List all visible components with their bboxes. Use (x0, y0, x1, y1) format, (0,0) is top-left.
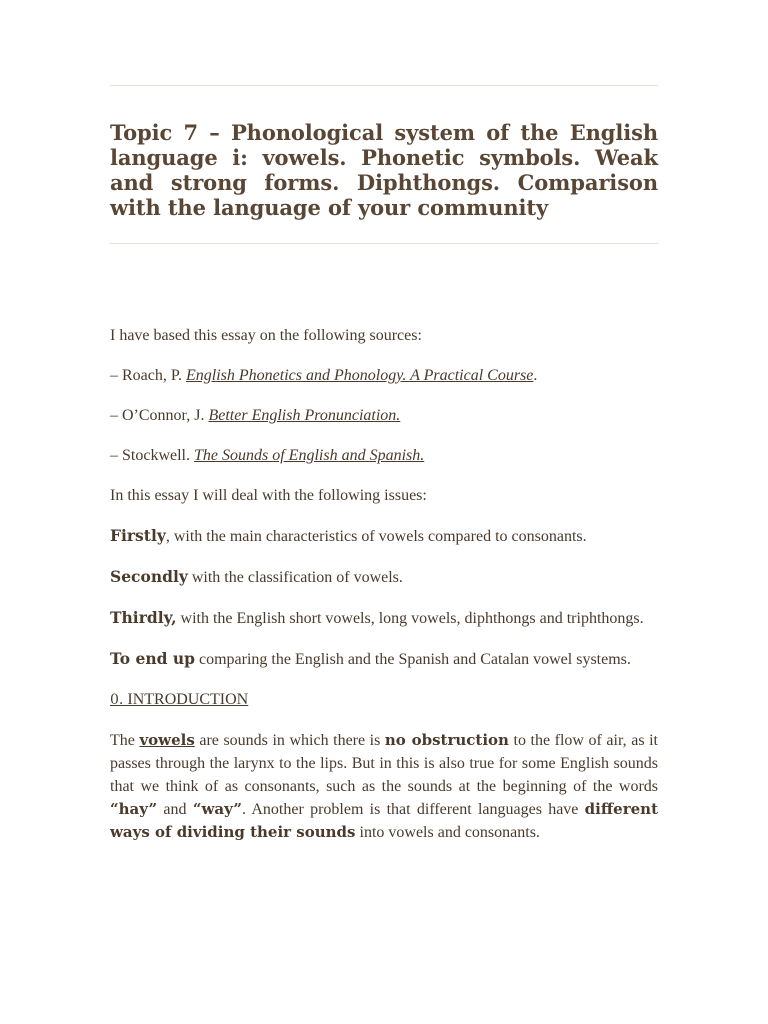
keyword-different-ways: different ways of dividing their sounds (110, 800, 658, 841)
document-page (110, 0, 658, 844)
source-item: – Stockwell. The Sounds of English and Spanish. (110, 447, 425, 464)
issue-item: Thirdly, with the English short vowels, long vowels, diphthongs and triphthongs. (110, 608, 644, 627)
keyword-vowels: vowels (139, 731, 195, 749)
issues-intro: In this essay I will deal with the following issues: (110, 487, 427, 504)
issue-lead: To end up (110, 649, 195, 668)
issue-lead: Thirdly, (110, 608, 177, 627)
issue-lead: Firstly (110, 526, 166, 545)
document-title: Topic 7 – Phonological system of the English language i: vowels. Phonetic symbols. Weak and strong forms. Diphthongs. Comparison with the language of your community (110, 120, 658, 220)
title-divider (110, 243, 658, 244)
keyword-hay: “hay” (110, 800, 158, 818)
source-link[interactable]: The Sounds of English and Spanish. (194, 447, 425, 464)
document-body (110, 324, 658, 844)
source-item: – Roach, P. English Phonetics and Phonology. A Practical Course. (110, 367, 538, 384)
source-link[interactable]: Better English Pronunciation. (208, 407, 401, 424)
keyword-no-obstruction: no obstruction (384, 731, 509, 749)
sources-intro: I have based this essay on the following sources: (110, 327, 422, 344)
source-item: – O’Connor, J. Better English Pronunciation. (110, 407, 401, 424)
top-divider (110, 85, 658, 86)
section-heading-introduction: 0. INTRODUCTION (110, 691, 249, 708)
source-link[interactable]: English Phonetics and Phonology. A Practical Course (186, 367, 534, 384)
issue-item: Firstly, with the main characteristics of vowels compared to consonants. (110, 526, 587, 545)
keyword-way: “way” (192, 800, 242, 818)
issue-lead: Secondly (110, 567, 188, 586)
introduction-paragraph: The vowels are sounds in which there is no obstruction to the flow of air, as it passes through the larynx to the lips. But in this is also true for some English sounds that we think of as consonants, such as the sounds at the beginning of the words “hay” and “way”. Another problem is that different languages have different ways of dividing their sounds into vowels and consonants. (110, 731, 658, 841)
issue-item: To end up comparing the English and the Spanish and Catalan vowel systems. (110, 649, 631, 668)
issue-item: Secondly with the classification of vowels. (110, 567, 403, 586)
